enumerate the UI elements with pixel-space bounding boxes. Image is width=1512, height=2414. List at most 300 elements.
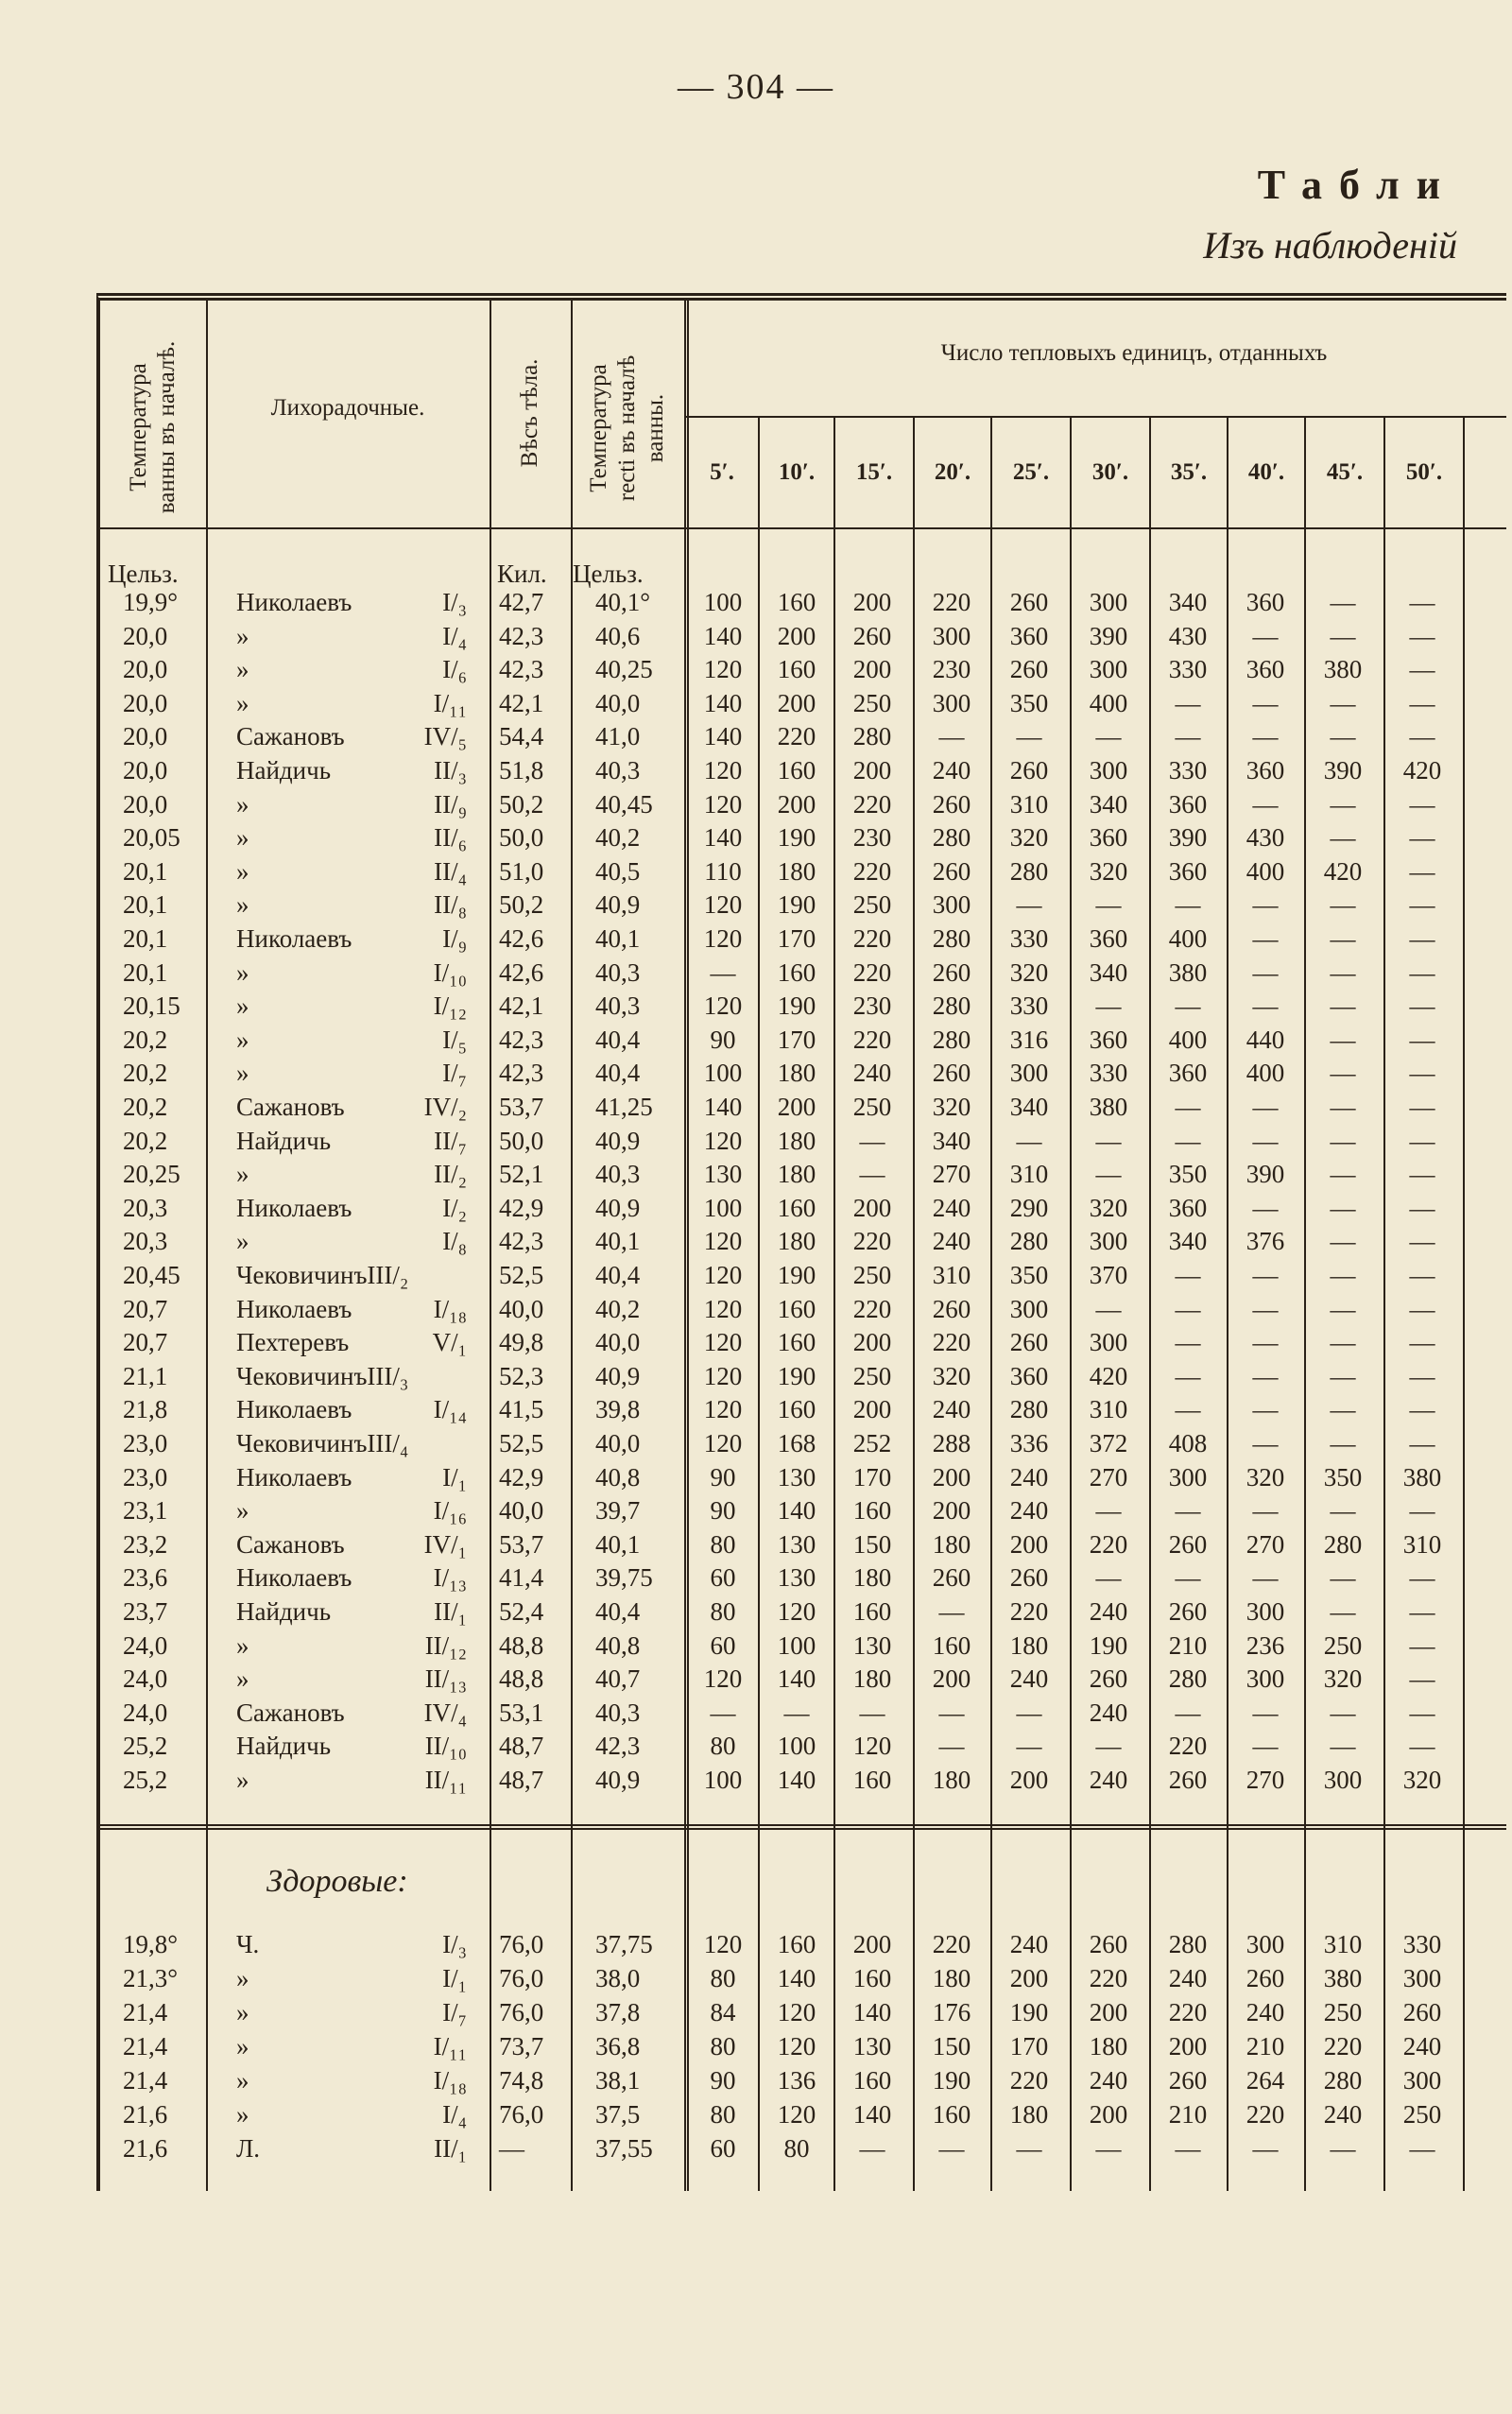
heat-value-cell: 200 [777, 621, 816, 650]
case-number-cell: I/₁₀ [433, 957, 467, 987]
heat-value-cell: 100 [777, 1630, 816, 1660]
heat-value-cell: 160 [777, 655, 816, 684]
heat-value-cell: 336 [1009, 1429, 1049, 1457]
body-weight-cell: 48,8 [499, 1630, 544, 1660]
heat-value-cell: — [1252, 722, 1279, 751]
bath-temp-cell: 20,0 [123, 621, 168, 650]
heat-value-cell: — [1409, 789, 1435, 819]
table-row [100, 1293, 1506, 1325]
heat-value-cell: 340 [932, 1126, 971, 1155]
bath-temp-cell: 20,1 [123, 957, 168, 987]
heat-value-cell: 200 [852, 655, 892, 684]
case-number-cell: I/₁₁ [433, 2032, 467, 2061]
heat-value-cell: — [1409, 1025, 1435, 1054]
heat-value-cell: — [1409, 991, 1435, 1021]
heat-value-cell: 280 [852, 722, 892, 751]
table-row [100, 1225, 1506, 1257]
heat-value-cell: 260 [1009, 756, 1049, 785]
heat-value-cell: 120 [777, 2032, 816, 2061]
heat-value-cell: 100 [703, 1059, 743, 1088]
table-row [100, 1024, 1506, 1056]
heat-value-cell: — [1409, 1261, 1435, 1289]
heat-value-cell: — [1252, 789, 1279, 819]
heat-value-cell: 200 [1168, 2032, 1208, 2061]
heat-value-cell: 160 [777, 756, 816, 785]
table-row [100, 1663, 1506, 1695]
heat-value-cell: 250 [852, 1361, 892, 1390]
heat-value-cell: 350 [1009, 688, 1049, 717]
heat-value-cell: 120 [703, 756, 743, 785]
heat-value-cell: 260 [1089, 1664, 1128, 1694]
rectal-temp-cell: 40,7 [595, 1664, 641, 1694]
header-weight: Вѣсъ тѣла. [517, 358, 542, 468]
bath-temp-cell: 20,1 [123, 924, 168, 953]
patient-name-cell: Сажановъ [236, 1698, 345, 1727]
heat-value-cell: 310 [932, 1261, 971, 1289]
body-weight-cell: 40,0 [499, 1496, 544, 1526]
heat-value-cell: — [1330, 1395, 1356, 1424]
heat-value-cell: 200 [852, 1930, 892, 1958]
heat-value-cell: 260 [1246, 1964, 1285, 1992]
heat-value-cell: — [1409, 1698, 1435, 1727]
heat-value-cell: — [1330, 621, 1356, 650]
heat-value-cell: 240 [932, 1395, 971, 1424]
case-number-cell: I/₄ [442, 2100, 467, 2129]
heat-value-cell: — [1409, 1361, 1435, 1390]
heat-value-cell: — [1095, 722, 1122, 751]
rectal-temp-cell: 39,8 [595, 1395, 641, 1424]
rectal-temp-cell: 37,5 [595, 2100, 641, 2129]
heat-value-cell: — [938, 1698, 965, 1727]
heat-value-cell: 360 [1246, 756, 1285, 785]
heat-value-cell: 260 [1009, 588, 1049, 616]
heat-value-cell: 160 [852, 1766, 892, 1794]
bath-temp-cell: 21,4 [123, 2066, 168, 2095]
bath-temp-cell: 24,0 [123, 1664, 168, 1694]
table-row [100, 1528, 1506, 1560]
heat-value-cell: — [1175, 1126, 1201, 1155]
heat-value-cell: 236 [1246, 1630, 1285, 1660]
patient-name-cell: » [236, 1998, 249, 2026]
heat-value-cell: 140 [777, 1766, 816, 1794]
heat-value-cell: — [710, 1698, 736, 1727]
patient-name-cell: » [236, 2100, 249, 2129]
heat-value-cell: 350 [1323, 1462, 1363, 1492]
heat-value-cell: — [1252, 1093, 1279, 1121]
heat-value-cell: 84 [710, 1998, 736, 2026]
heat-value-cell: 288 [932, 1429, 971, 1457]
heat-value-cell: 150 [932, 2032, 971, 2061]
heat-value-cell: 260 [932, 789, 971, 819]
heat-value-cell: 240 [1089, 1698, 1128, 1727]
heat-value-cell: 260 [1168, 1597, 1208, 1626]
case-number-cell: I/₇ [442, 1998, 467, 2026]
heat-value-cell: 220 [852, 957, 892, 987]
patient-name-cell: Сажановъ [236, 1093, 345, 1121]
case-number-cell: I/₁ [442, 1964, 467, 1992]
heat-value-cell: — [1175, 688, 1201, 717]
heat-value-cell: 140 [852, 2100, 892, 2129]
table-row [100, 922, 1506, 955]
heat-value-cell: 250 [852, 1093, 892, 1121]
bath-temp-cell: 20,3 [123, 1193, 168, 1222]
case-number-cell: II/₁₁ [424, 1766, 467, 1794]
heat-value-cell: 316 [1009, 1025, 1049, 1054]
heat-value-cell: 340 [1168, 1227, 1208, 1256]
body-weight-cell: 52,4 [499, 1597, 544, 1626]
heat-value-cell: 160 [777, 1193, 816, 1222]
heat-value-cell: — [1252, 1563, 1279, 1593]
rectal-temp-cell: 40,0 [595, 688, 641, 717]
patient-name-cell: » [236, 991, 249, 1021]
heat-value-cell: — [1252, 924, 1279, 953]
bath-temp-cell: 21,6 [123, 2100, 168, 2129]
heat-value-cell: 160 [932, 2100, 971, 2129]
rectal-temp-cell: 40,0 [595, 1328, 641, 1357]
heat-value-cell: 140 [703, 722, 743, 751]
body-weight-cell: 42,3 [499, 1025, 544, 1054]
table-row [100, 1192, 1506, 1224]
rectal-temp-cell: 40,3 [595, 756, 641, 785]
heat-value-cell: 360 [1246, 655, 1285, 684]
table-row [100, 1461, 1506, 1493]
case-number-cell: I/₄ [442, 621, 467, 650]
table-row [100, 720, 1506, 752]
heat-value-cell: 200 [852, 588, 892, 616]
heat-value-cell: — [1330, 1361, 1356, 1390]
heat-value-cell: 190 [777, 1361, 816, 1390]
heat-value-cell: — [1252, 1294, 1279, 1323]
heat-value-cell: 220 [932, 588, 971, 616]
heat-value-cell: 140 [852, 1998, 892, 2026]
rectal-temp-cell: 42,3 [595, 1732, 641, 1761]
body-weight-cell: 48,8 [499, 1664, 544, 1694]
bath-temp-cell: 20,7 [123, 1328, 168, 1357]
heat-value-cell: 60 [710, 2134, 736, 2163]
heat-value-cell: 300 [1009, 1059, 1049, 1088]
heat-value-cell: — [1409, 823, 1435, 853]
heat-value-cell: 180 [852, 1563, 892, 1593]
heat-value-cell: 170 [852, 1462, 892, 1492]
patient-name-cell: Николаевъ [236, 1193, 352, 1222]
heat-value-cell: 260 [1009, 655, 1049, 684]
heat-value-cell: 180 [932, 1529, 971, 1559]
heat-value-cell: 180 [777, 856, 816, 886]
heat-value-cell: — [859, 1698, 885, 1727]
heat-value-cell: 220 [852, 924, 892, 953]
table-row [100, 1561, 1506, 1594]
heat-value-cell: 260 [1089, 1930, 1128, 1958]
heat-value-cell: 160 [852, 2066, 892, 2095]
case-number-cell: IV/₂ [423, 1093, 467, 1121]
heat-value-cell: — [1409, 1496, 1435, 1526]
heat-value-cell: — [1409, 1630, 1435, 1660]
header-minute: 20′. [934, 459, 971, 485]
table-row [100, 2132, 1506, 2164]
case-number-cell: II/₉ [434, 789, 467, 819]
heat-value-cell: 380 [1168, 957, 1208, 987]
heat-value-cell: 120 [703, 1361, 743, 1390]
heat-value-cell: — [1409, 890, 1435, 920]
heat-value-cell: — [1409, 2134, 1435, 2163]
heat-value-cell: 300 [1089, 1328, 1128, 1357]
bath-temp-cell: 23,2 [123, 1529, 168, 1559]
heat-value-cell: 260 [932, 957, 971, 987]
body-weight-cell: 42,1 [499, 991, 544, 1021]
rectal-temp-cell: 40,1 [595, 1227, 641, 1256]
table-row [100, 888, 1506, 921]
heat-value-cell: 264 [1246, 2066, 1285, 2095]
heat-value-cell: 240 [1009, 1930, 1049, 1958]
case-number-cell: I/₁₄ [433, 1395, 467, 1424]
heat-value-cell: 360 [1168, 1059, 1208, 1088]
heat-value-cell: — [1409, 1227, 1435, 1256]
heat-value-cell: 210 [1168, 1630, 1208, 1660]
heat-value-cell: 190 [777, 1261, 816, 1289]
table-row [100, 821, 1506, 854]
rectal-temp-cell: 40,1 [595, 1529, 641, 1559]
heat-value-cell: 120 [703, 789, 743, 819]
heat-value-cell: 180 [777, 1160, 816, 1189]
rectal-temp-cell: 40,25 [595, 655, 653, 684]
heat-value-cell: 240 [1089, 2066, 1128, 2095]
heat-value-cell: — [1330, 890, 1356, 920]
table-subheading: Изъ наблюденій [1203, 224, 1457, 267]
heat-value-cell: — [1175, 890, 1201, 920]
unit-celsius-recti: Цельз. [573, 560, 644, 588]
heat-value-cell: 100 [703, 588, 743, 616]
heat-value-cell: 130 [703, 1160, 743, 1189]
body-weight-cell: 42,6 [499, 924, 544, 953]
heat-value-cell: — [1095, 1160, 1122, 1189]
heat-value-cell: — [1330, 2134, 1356, 2163]
heat-value-cell: 200 [1089, 1998, 1128, 2026]
heat-value-cell: 300 [1009, 1294, 1049, 1323]
heat-value-cell: 340 [1168, 588, 1208, 616]
heat-value-cell: 400 [1246, 1059, 1285, 1088]
heat-value-cell: — [1095, 890, 1122, 920]
heat-value-cell: 300 [1246, 1597, 1285, 1626]
heat-value-cell: 290 [1009, 1193, 1049, 1222]
body-weight-cell: 42,3 [499, 621, 544, 650]
heat-value-cell: 190 [777, 991, 816, 1021]
heat-value-cell: 390 [1089, 621, 1128, 650]
rectal-temp-cell: 40,3 [595, 957, 641, 987]
heat-value-cell: 140 [703, 823, 743, 853]
bath-temp-cell: 24,0 [123, 1630, 168, 1660]
case-number-cell: I/₂ [442, 1193, 467, 1222]
body-weight-cell: 51,8 [499, 756, 544, 785]
heat-value-cell: 190 [932, 2066, 971, 2095]
heat-value-cell: 440 [1246, 1025, 1285, 1054]
table-row [100, 620, 1506, 652]
heat-value-cell: — [1330, 991, 1356, 1021]
heat-value-cell: — [938, 1597, 965, 1626]
heat-value-cell: 330 [1009, 991, 1049, 1021]
heat-value-cell: — [1330, 957, 1356, 987]
heat-value-cell: — [1330, 1294, 1356, 1323]
bath-temp-cell: 20,05 [123, 823, 180, 853]
heat-value-cell: 320 [1009, 957, 1049, 987]
heat-value-cell: 180 [932, 1766, 971, 1794]
bath-temp-cell: 20,45 [123, 1261, 180, 1289]
heat-value-cell: — [1252, 1732, 1279, 1761]
heat-value-cell: 360 [1089, 1025, 1128, 1054]
heat-value-cell: 280 [1323, 2066, 1363, 2095]
bath-temp-cell: 23,0 [123, 1462, 168, 1492]
table-row [100, 1962, 1506, 1994]
case-number-cell: IV/₄ [423, 1698, 467, 1727]
heat-value-cell: — [1095, 991, 1122, 1021]
heat-value-cell: 376 [1246, 1227, 1285, 1256]
heat-value-cell: 250 [1402, 2100, 1442, 2129]
heat-value-cell: 100 [703, 1193, 743, 1222]
heat-value-cell: 420 [1089, 1361, 1128, 1390]
case-number-cell: II/₃ [434, 756, 467, 785]
rectal-temp-cell: 40,8 [595, 1462, 641, 1492]
heat-value-cell: 190 [777, 890, 816, 920]
case-number-cell: I/₁₈ [433, 2066, 467, 2095]
heat-value-cell: — [859, 2134, 885, 2163]
heat-value-cell: — [1409, 621, 1435, 650]
heat-value-cell: 260 [1009, 1328, 1049, 1357]
heat-value-cell: — [1095, 1294, 1122, 1323]
heat-value-cell: 400 [1246, 856, 1285, 886]
heat-value-cell: 140 [777, 1964, 816, 1992]
header-minute: 5′. [710, 459, 734, 485]
patient-name-cell: Л. [236, 2134, 261, 2163]
case-number-cell: II/₈ [434, 890, 467, 920]
table-row [100, 1393, 1506, 1425]
heat-value-cell: — [1252, 957, 1279, 987]
rectal-temp-cell: 40,4 [595, 1597, 641, 1626]
heat-value-cell: 220 [1089, 1964, 1128, 1992]
bath-temp-cell: 20,1 [123, 890, 168, 920]
body-weight-cell: 52,3 [499, 1361, 544, 1390]
heat-value-cell: 240 [1168, 1964, 1208, 1992]
patient-name-cell: Ч. [236, 1930, 260, 1958]
heat-value-cell: 220 [1168, 1998, 1208, 2026]
heat-value-cell: 120 [777, 2100, 816, 2129]
heat-value-cell: 140 [703, 1093, 743, 1121]
body-weight-cell: 50,0 [499, 1126, 544, 1155]
table-row [100, 1360, 1506, 1392]
heat-value-cell: 300 [1323, 1766, 1363, 1794]
heat-value-cell: 240 [1009, 1664, 1049, 1694]
heat-value-cell: 280 [1009, 1395, 1049, 1424]
heat-value-cell: 200 [852, 1328, 892, 1357]
table-row [100, 855, 1506, 888]
heat-value-cell: 200 [777, 789, 816, 819]
body-weight-cell: 42,1 [499, 688, 544, 717]
heat-value-cell: 220 [1323, 2032, 1363, 2061]
heat-value-cell: 130 [852, 2032, 892, 2061]
heat-value-cell: 120 [777, 1597, 816, 1626]
patient-name-cell: » [236, 1025, 249, 1054]
table-row [100, 1629, 1506, 1662]
case-number-cell: II/₁ [434, 1597, 467, 1626]
bath-temp-cell: 23,1 [123, 1496, 168, 1526]
heat-value-cell: 160 [852, 1496, 892, 1526]
heat-value-cell: 160 [777, 1395, 816, 1424]
heat-value-cell: — [938, 1732, 965, 1761]
heat-value-cell: 310 [1009, 789, 1049, 819]
heat-value-cell: 260 [1009, 1563, 1049, 1593]
rectal-temp-cell: 36,8 [595, 2032, 641, 2061]
heat-value-cell: 220 [777, 722, 816, 751]
heat-value-cell: — [1016, 1698, 1042, 1727]
table-row [100, 2098, 1506, 2130]
header-minute: 40′. [1247, 459, 1285, 485]
case-number-cell: I/₇ [442, 1059, 467, 1088]
heat-value-cell: 340 [1089, 789, 1128, 819]
heat-value-cell: 220 [852, 789, 892, 819]
heat-value-cell: 120 [703, 991, 743, 1021]
heat-value-cell: 190 [1009, 1998, 1049, 2026]
body-weight-cell: 76,0 [499, 1964, 544, 1992]
heat-value-cell: 180 [852, 1664, 892, 1694]
heat-value-cell: — [1252, 1328, 1279, 1357]
heat-value-cell: 180 [932, 1964, 971, 1992]
rectal-temp-cell: 40,1 [595, 924, 641, 953]
data-table [96, 293, 1506, 2191]
heat-value-cell: — [1175, 1496, 1201, 1526]
heat-value-cell: 310 [1323, 1930, 1363, 1958]
heat-value-cell: 340 [1009, 1093, 1049, 1121]
heat-value-cell: 176 [932, 1998, 971, 2026]
rectal-temp-cell: 40,9 [595, 1361, 641, 1390]
heat-value-cell: — [1330, 1597, 1356, 1626]
heat-value-cell: 320 [932, 1361, 971, 1390]
bath-temp-cell: 20,2 [123, 1059, 168, 1088]
body-weight-cell: 42,3 [499, 1227, 544, 1256]
heat-value-cell: — [1175, 2134, 1201, 2163]
heat-value-cell: — [1409, 1059, 1435, 1088]
heat-value-cell: 240 [1089, 1766, 1128, 1794]
patient-name-cell: Николаевъ [236, 1462, 352, 1492]
body-weight-cell: 41,5 [499, 1395, 544, 1424]
heat-value-cell: 220 [852, 856, 892, 886]
table-row [100, 2030, 1506, 2062]
case-number-cell: II/₇ [434, 1126, 467, 1155]
heat-value-cell: — [1175, 991, 1201, 1021]
heat-value-cell: — [1409, 1328, 1435, 1357]
bath-temp-cell: 20,1 [123, 856, 168, 886]
heat-value-cell: — [1409, 957, 1435, 987]
patient-name-cell: Найдичь [236, 1126, 332, 1155]
heat-value-cell: — [1175, 1294, 1201, 1323]
heat-value-cell: 220 [1009, 1597, 1049, 1626]
heat-value-cell: — [859, 1160, 885, 1189]
heat-value-cell: — [938, 2134, 965, 2163]
body-weight-cell: 48,7 [499, 1766, 544, 1794]
heat-value-cell: 220 [852, 1294, 892, 1323]
heat-value-cell: — [1175, 1563, 1201, 1593]
heat-value-cell: 270 [1246, 1529, 1285, 1559]
rectal-temp-cell: 38,0 [595, 1964, 641, 1992]
body-weight-cell: 41,4 [499, 1563, 544, 1593]
heat-value-cell: 110 [704, 856, 742, 886]
bath-temp-cell: 23,6 [123, 1563, 168, 1593]
table-row [100, 1326, 1506, 1358]
heat-value-cell: 180 [1009, 2100, 1049, 2129]
heat-value-cell: 230 [932, 655, 971, 684]
heat-value-cell: — [1175, 1328, 1201, 1357]
header-body-temp: Температура recti въ началѣ ванны. [586, 354, 668, 502]
bath-temp-cell: 21,4 [123, 1998, 168, 2026]
heat-value-cell: — [1175, 722, 1201, 751]
body-weight-cell: 42,9 [499, 1193, 544, 1222]
